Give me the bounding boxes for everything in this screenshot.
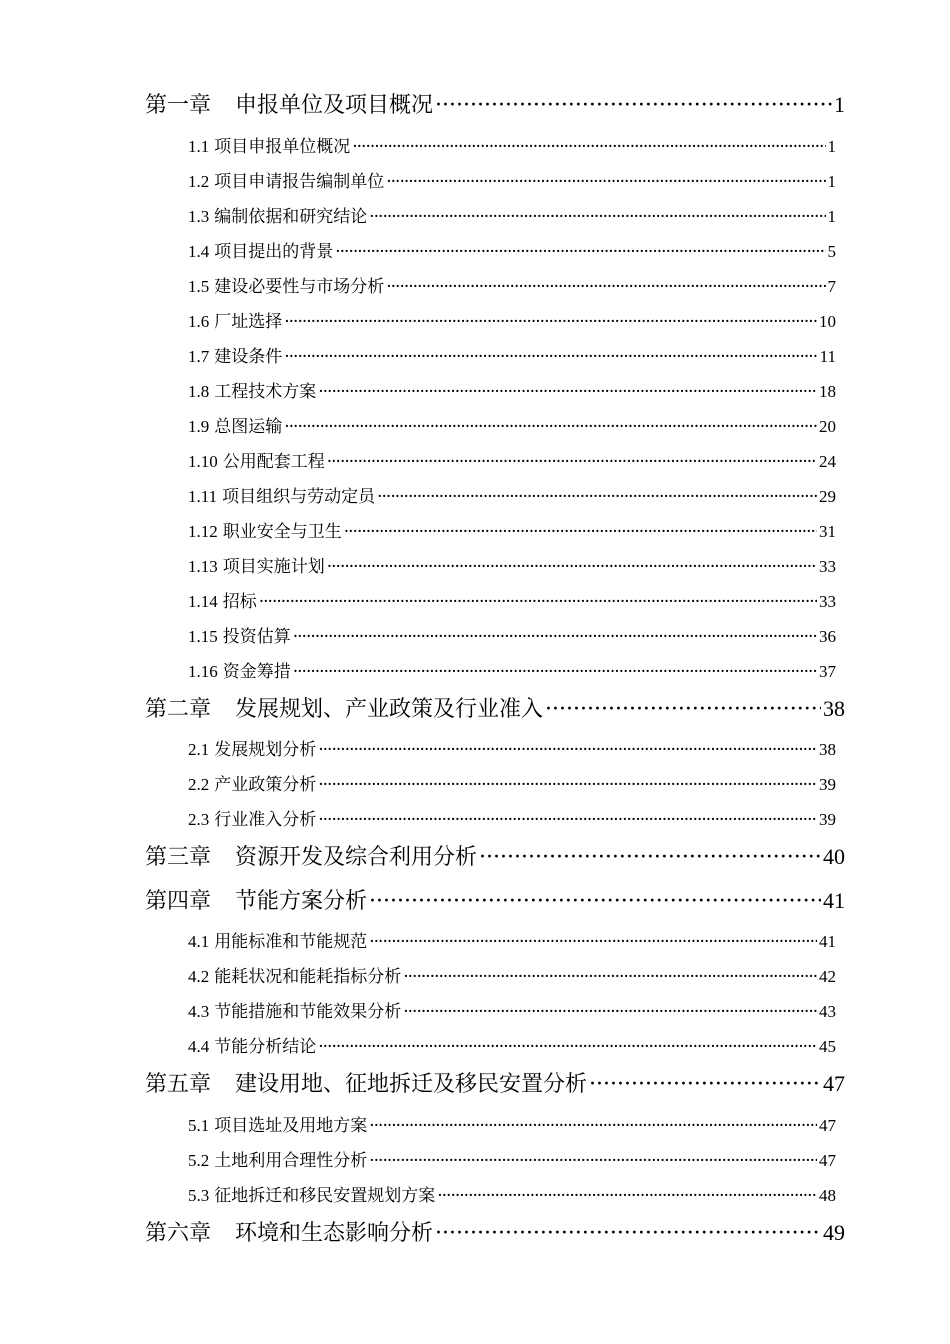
toc-number: 2.1 — [188, 740, 210, 759]
toc-leader — [403, 969, 817, 986]
toc-leader — [259, 594, 817, 611]
toc-chapter-1[interactable] — [145, 94, 845, 117]
toc-number: 2.2 — [188, 775, 210, 794]
toc-leader — [589, 1074, 821, 1096]
toc-page-number: 20 — [819, 417, 836, 436]
toc-section-5-2[interactable] — [188, 1152, 836, 1170]
toc-leader — [545, 699, 821, 721]
toc-title: 厂址选择 — [214, 312, 283, 332]
toc-section-1-2[interactable] — [188, 173, 836, 191]
toc-page-number: 11 — [819, 347, 836, 366]
toc-section-4-1[interactable] — [188, 933, 836, 951]
toc-section-4-2[interactable] — [188, 968, 836, 986]
toc-number: 1.5 — [188, 277, 210, 296]
toc-section-1-15[interactable] — [188, 628, 836, 646]
toc-title: 投资估算 — [222, 627, 291, 647]
toc-section-1-8[interactable] — [188, 383, 836, 401]
toc-page-number: 33 — [819, 592, 836, 611]
toc-leader — [318, 384, 817, 401]
toc-section-1-6[interactable] — [188, 313, 836, 331]
toc-number: 1.7 — [188, 347, 210, 366]
toc-title: 职业安全与卫生 — [222, 522, 342, 542]
toc-leader — [284, 419, 817, 436]
toc-leader — [377, 489, 817, 506]
toc-title: 项目组织与劳动定员 — [222, 487, 376, 507]
toc-page-number: 1 — [827, 137, 836, 156]
toc-leader — [386, 279, 825, 296]
toc-page-number: 39 — [819, 775, 836, 794]
toc-page-number: 1 — [827, 172, 836, 191]
toc-section-1-13[interactable] — [188, 558, 836, 576]
toc-number: 4.1 — [188, 932, 210, 951]
toc-page-number: 45 — [819, 1037, 836, 1056]
toc-page-number: 24 — [819, 452, 836, 471]
toc-leader — [318, 1039, 817, 1056]
toc-number: 1.9 — [188, 417, 210, 436]
toc-page-number: 47 — [823, 1071, 845, 1096]
toc-title: 节能分析结论 — [214, 1037, 317, 1057]
toc-leader — [369, 209, 825, 226]
toc-title: 产业政策分析 — [214, 775, 317, 795]
toc-title: 环境和生态影响分析 — [235, 1221, 434, 1246]
toc-section-1-1[interactable] — [188, 138, 836, 156]
toc-title: 节能方案分析 — [235, 889, 368, 914]
toc-number: 1.4 — [188, 242, 210, 261]
toc-section-5-3[interactable] — [188, 1187, 836, 1205]
toc-leader — [344, 524, 817, 541]
toc-page-number: 1 — [834, 92, 845, 117]
toc-page-number: 29 — [819, 487, 836, 506]
toc-page-number: 41 — [819, 932, 836, 951]
toc-section-1-11[interactable] — [188, 488, 836, 506]
toc-page-number: 1 — [827, 207, 836, 226]
toc-number: 1.14 — [188, 592, 218, 611]
toc-section-1-14[interactable] — [188, 593, 836, 611]
toc-title: 资金筹措 — [222, 662, 291, 682]
toc-section-2-3[interactable] — [188, 811, 836, 829]
toc-number: 第二章 — [145, 697, 212, 722]
toc-page-number: 37 — [819, 662, 836, 681]
toc-leader — [386, 174, 825, 191]
toc-chapter-4[interactable] — [145, 890, 845, 913]
toc-number: 4.4 — [188, 1037, 210, 1056]
toc-page-number: 40 — [823, 844, 845, 869]
toc-number: 第六章 — [145, 1221, 212, 1246]
toc-leader — [435, 1223, 821, 1245]
toc-page-number: 18 — [819, 382, 836, 401]
toc-page-number: 47 — [819, 1116, 836, 1135]
toc-number: 1.10 — [188, 452, 218, 471]
toc-page-number: 38 — [819, 740, 836, 759]
toc-leader — [318, 777, 817, 794]
toc-title: 项目申报单位概况 — [214, 137, 351, 157]
toc-section-1-10[interactable] — [188, 453, 836, 471]
toc-section-2-1[interactable] — [188, 741, 836, 759]
toc-title: 总图运输 — [214, 417, 283, 437]
toc-section-1-4[interactable] — [188, 243, 836, 261]
toc-number: 4.2 — [188, 967, 210, 986]
toc-title: 项目实施计划 — [222, 557, 325, 577]
toc-page-number: 38 — [823, 696, 845, 721]
toc-section-2-2[interactable] — [188, 776, 836, 794]
toc-number: 1.6 — [188, 312, 210, 331]
toc-title: 招标 — [222, 592, 257, 612]
toc-section-1-9[interactable] — [188, 418, 836, 436]
toc-chapter-5[interactable] — [145, 1073, 845, 1096]
toc-leader — [369, 891, 821, 913]
toc-page-number: 33 — [819, 557, 836, 576]
toc-section-1-12[interactable] — [188, 523, 836, 541]
toc-number: 1.16 — [188, 662, 218, 681]
toc-title: 项目选址及用地方案 — [214, 1116, 368, 1136]
toc-leader — [369, 934, 817, 951]
toc-title: 建设必要性与市场分析 — [214, 277, 385, 297]
toc-leader — [284, 314, 817, 331]
toc-number: 第三章 — [145, 845, 212, 870]
toc-number: 2.3 — [188, 810, 210, 829]
toc-section-4-3[interactable] — [188, 1003, 836, 1021]
toc-page-number: 39 — [819, 810, 836, 829]
toc-title: 发展规划分析 — [214, 740, 317, 760]
toc-leader — [437, 1188, 817, 1205]
toc-section-1-7[interactable] — [188, 348, 836, 366]
toc-title: 节能措施和节能效果分析 — [214, 1002, 402, 1022]
toc-title: 工程技术方案 — [214, 382, 317, 402]
toc-page-number: 48 — [819, 1186, 836, 1205]
toc-leader — [403, 1004, 817, 1021]
toc-number: 1.15 — [188, 627, 218, 646]
toc-title: 申报单位及项目概况 — [235, 93, 434, 118]
toc-section-1-3[interactable] — [188, 208, 836, 226]
toc-number: 5.2 — [188, 1151, 210, 1170]
toc-leader — [293, 629, 817, 646]
toc-chapter-3[interactable] — [145, 846, 845, 869]
toc-chapter-6[interactable] — [145, 1222, 845, 1245]
toc-section-1-16[interactable] — [188, 663, 836, 681]
toc-number: 1.11 — [188, 487, 218, 506]
toc-number: 1.1 — [188, 137, 210, 156]
toc-title: 建设条件 — [214, 347, 283, 367]
toc-title: 土地利用合理性分析 — [214, 1151, 368, 1171]
toc-title: 能耗状况和能耗指标分析 — [214, 967, 402, 987]
toc-number: 1.13 — [188, 557, 218, 576]
toc-number: 1.8 — [188, 382, 210, 401]
toc-number: 5.3 — [188, 1186, 210, 1205]
toc-title: 发展规划、产业政策及行业准入 — [235, 697, 544, 722]
toc-title: 编制依据和研究结论 — [214, 207, 368, 227]
toc-title: 资源开发及综合利用分析 — [235, 845, 478, 870]
toc-leader — [352, 139, 825, 156]
toc-number: 1.12 — [188, 522, 218, 541]
toc-leader — [435, 95, 832, 117]
toc-page-number: 5 — [827, 242, 836, 261]
toc-page-number: 41 — [823, 888, 845, 913]
toc-number: 1.3 — [188, 207, 210, 226]
toc-leader — [369, 1118, 817, 1135]
toc-leader — [293, 664, 817, 681]
toc-leader — [327, 454, 817, 471]
toc-number: 1.2 — [188, 172, 210, 191]
toc-title: 建设用地、征地拆迁及移民安置分析 — [235, 1072, 588, 1097]
toc-leader — [369, 1153, 817, 1170]
toc-leader — [318, 812, 817, 829]
toc-number: 4.3 — [188, 1002, 210, 1021]
toc-title: 项目申请报告编制单位 — [214, 172, 385, 192]
toc-title: 征地拆迁和移民安置规划方案 — [214, 1186, 436, 1206]
toc-section-1-5[interactable] — [188, 278, 836, 296]
toc-leader — [335, 244, 825, 261]
toc-page-number: 42 — [819, 967, 836, 986]
toc-chapter-2[interactable] — [145, 698, 845, 721]
toc-leader — [318, 742, 817, 759]
toc-page-number: 47 — [819, 1151, 836, 1170]
toc-title: 项目提出的背景 — [214, 242, 334, 262]
toc-title: 行业准入分析 — [214, 810, 317, 830]
toc-page-number: 36 — [819, 627, 836, 646]
toc-leader — [284, 349, 817, 366]
toc-page-number: 43 — [819, 1002, 836, 1021]
toc-page-number: 7 — [827, 277, 836, 296]
toc-number: 第四章 — [145, 889, 212, 914]
toc-section-5-1[interactable] — [188, 1117, 836, 1135]
toc-leader — [479, 847, 821, 869]
toc-page-number: 49 — [823, 1220, 845, 1245]
toc-title: 用能标准和节能规范 — [214, 932, 368, 952]
toc-page-number: 31 — [819, 522, 836, 541]
toc-section-4-4[interactable] — [188, 1038, 836, 1056]
toc-number: 第五章 — [145, 1072, 212, 1097]
toc-number: 5.1 — [188, 1116, 210, 1135]
toc-number: 第一章 — [145, 93, 212, 118]
toc-title: 公用配套工程 — [222, 452, 325, 472]
toc-leader — [327, 559, 817, 576]
toc-page-number: 10 — [819, 312, 836, 331]
